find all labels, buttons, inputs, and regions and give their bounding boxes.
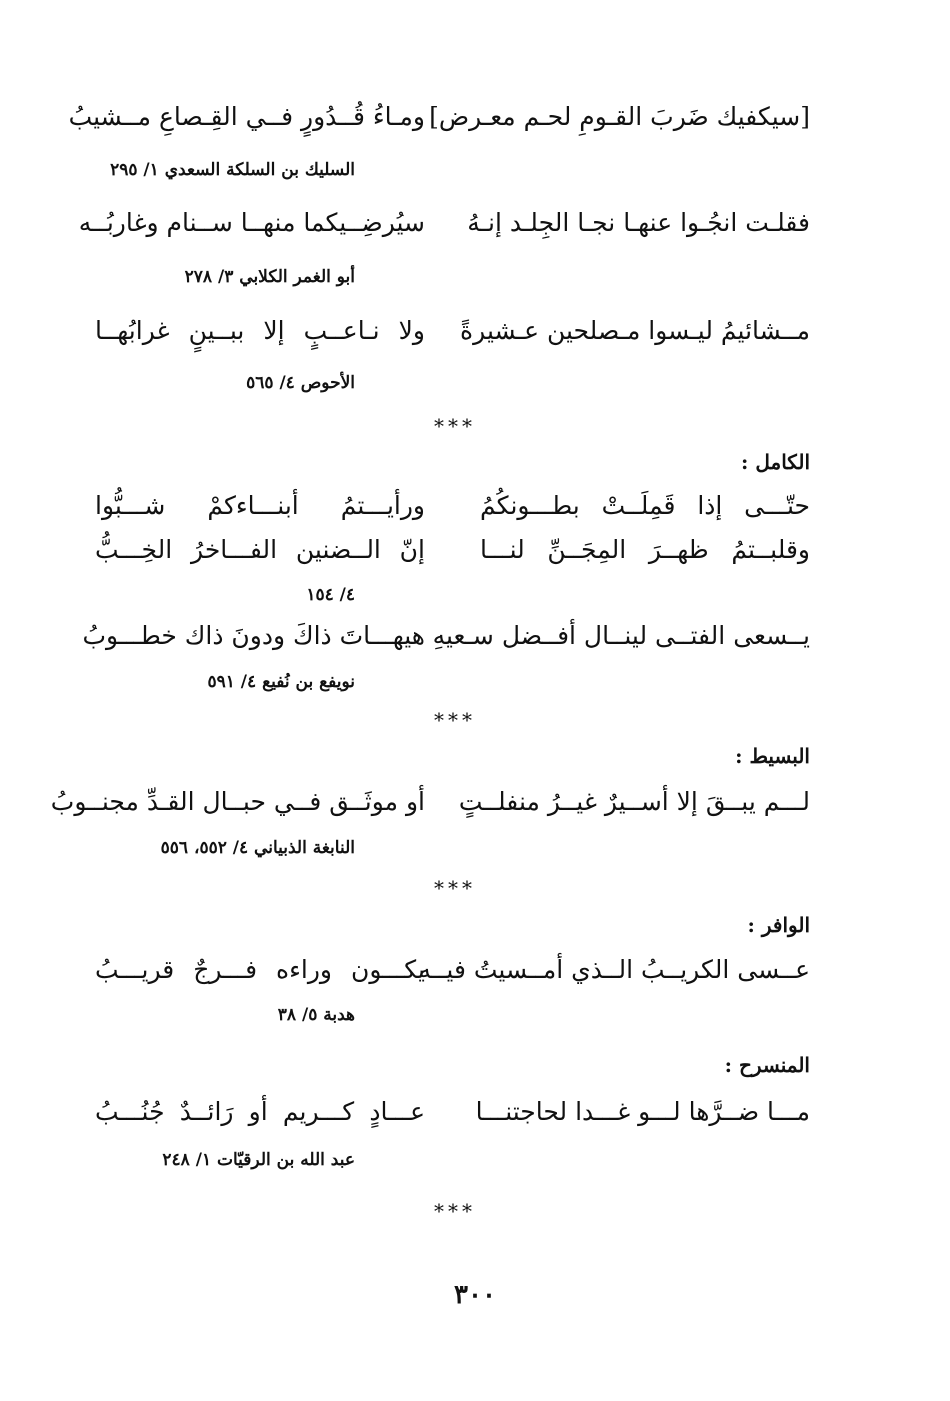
verse-second-hemistich: سيُرضِــيكما منهــا ســنام وغاربُــه bbox=[78, 208, 425, 237]
verse-line bbox=[82, 616, 810, 656]
verse-second-hemistich: هيهـــاتَ ذاكَ ودونَ ذاك خطـــوبُ bbox=[82, 621, 425, 650]
verse-first-hemistich: يــسعى الفتــى لينــال أفــضل سـعيهِ bbox=[432, 621, 810, 650]
verse-second-hemistich: ولا نـاعــبٍ إلا ببــينٍ غرابُهــا bbox=[95, 316, 425, 345]
meter-heading: الوافر : bbox=[747, 913, 810, 937]
verse-first-hemistich: عــسى الكريــبُ الــذي أمــسيتُ فيــه bbox=[418, 955, 810, 984]
verse-second-hemistich: إنّ الــضنين الفـــاخرُ الخِـــبُّ bbox=[95, 535, 425, 564]
poet-citation: هدبة ٥/ ٣٨ bbox=[277, 1005, 355, 1025]
verse-line bbox=[95, 1092, 810, 1132]
meter-heading: البسيط : bbox=[735, 744, 810, 768]
poet-citation: نويفع بن نُفيع ٤/ ٥٩١ bbox=[207, 672, 355, 692]
verse-line bbox=[95, 311, 810, 351]
section-separator: *** bbox=[434, 414, 476, 438]
verse-first-hemistich: حتّـــى إذا قَمِلَــتْ بطـــونكُمُ bbox=[480, 491, 810, 520]
poet-citation: عبد الله بن الرقيّات ١/ ٢٤٨ bbox=[162, 1150, 355, 1170]
verse-first-hemistich: مــشائيمُ ليـسوا مـصلحين عـشيرةً bbox=[460, 316, 810, 345]
section-separator: *** bbox=[434, 876, 476, 900]
verse-line bbox=[95, 950, 810, 990]
section-separator: *** bbox=[434, 1199, 476, 1223]
verse-first-hemistich: لـــم يبــقَ إلا أســيرٌ غيــرُ منفلــتٍ bbox=[458, 787, 810, 816]
section-separator: *** bbox=[434, 708, 476, 732]
verse-second-hemistich: ومـاءُ قُــدُورٍ فــي القِـصاعِ مــشيبُ bbox=[68, 102, 425, 131]
verse-first-hemistich: فقلـت انجُـوا عنهـا نجـا الجِلـد إنـهُ bbox=[467, 208, 810, 237]
verse-second-hemistich: ورأيـــتمُ أبنـــاءكمْ شـــبُّوا bbox=[95, 491, 425, 520]
verse-first-hemistich: وقلبــتمُ ظهــرَ المِجَــنِّ لنـــا bbox=[480, 535, 810, 564]
verse-second-hemistich: أو موثَــق فــي حبــال القـدِّ مجنــوبُ bbox=[50, 787, 425, 816]
meter-heading: الكامل : bbox=[741, 450, 810, 474]
verse-line bbox=[68, 97, 810, 137]
poet-citation: النابغة الذبياني ٤/ ٥٥٢، ٥٥٦ bbox=[160, 838, 355, 858]
verse-line bbox=[95, 530, 810, 570]
poet-citation: أبو الغمر الكلابي ٣/ ٢٧٨ bbox=[184, 267, 355, 287]
verse-second-hemistich: يكـــون وراءه فـــرجٌ قريـــبُ bbox=[95, 955, 425, 984]
verse-line bbox=[50, 782, 810, 822]
verse-first-hemistich: [سيكفيك ضَربَ القـومِ لحـم معـرض] bbox=[429, 102, 810, 131]
verse-line bbox=[78, 203, 810, 243]
verse-line bbox=[95, 486, 810, 526]
meter-heading: المنسرح : bbox=[724, 1053, 810, 1077]
page-number: ٣٠٠ bbox=[454, 1280, 496, 1310]
verse-second-hemistich: عـــادٍ كـــريم أو رَائــدٌ جُنُـــبُ bbox=[95, 1097, 425, 1126]
poet-citation: الأحوص ٤/ ٥٦٥ bbox=[246, 373, 355, 393]
verse-first-hemistich: مـــا ضــرَّها لـــو غـــدا لحاجتنـــا bbox=[475, 1097, 810, 1126]
poet-citation: ٤/ ١٥٤ bbox=[306, 585, 355, 605]
poet-citation: السليك بن السلكة السعدي ١/ ٢٩٥ bbox=[110, 160, 355, 180]
